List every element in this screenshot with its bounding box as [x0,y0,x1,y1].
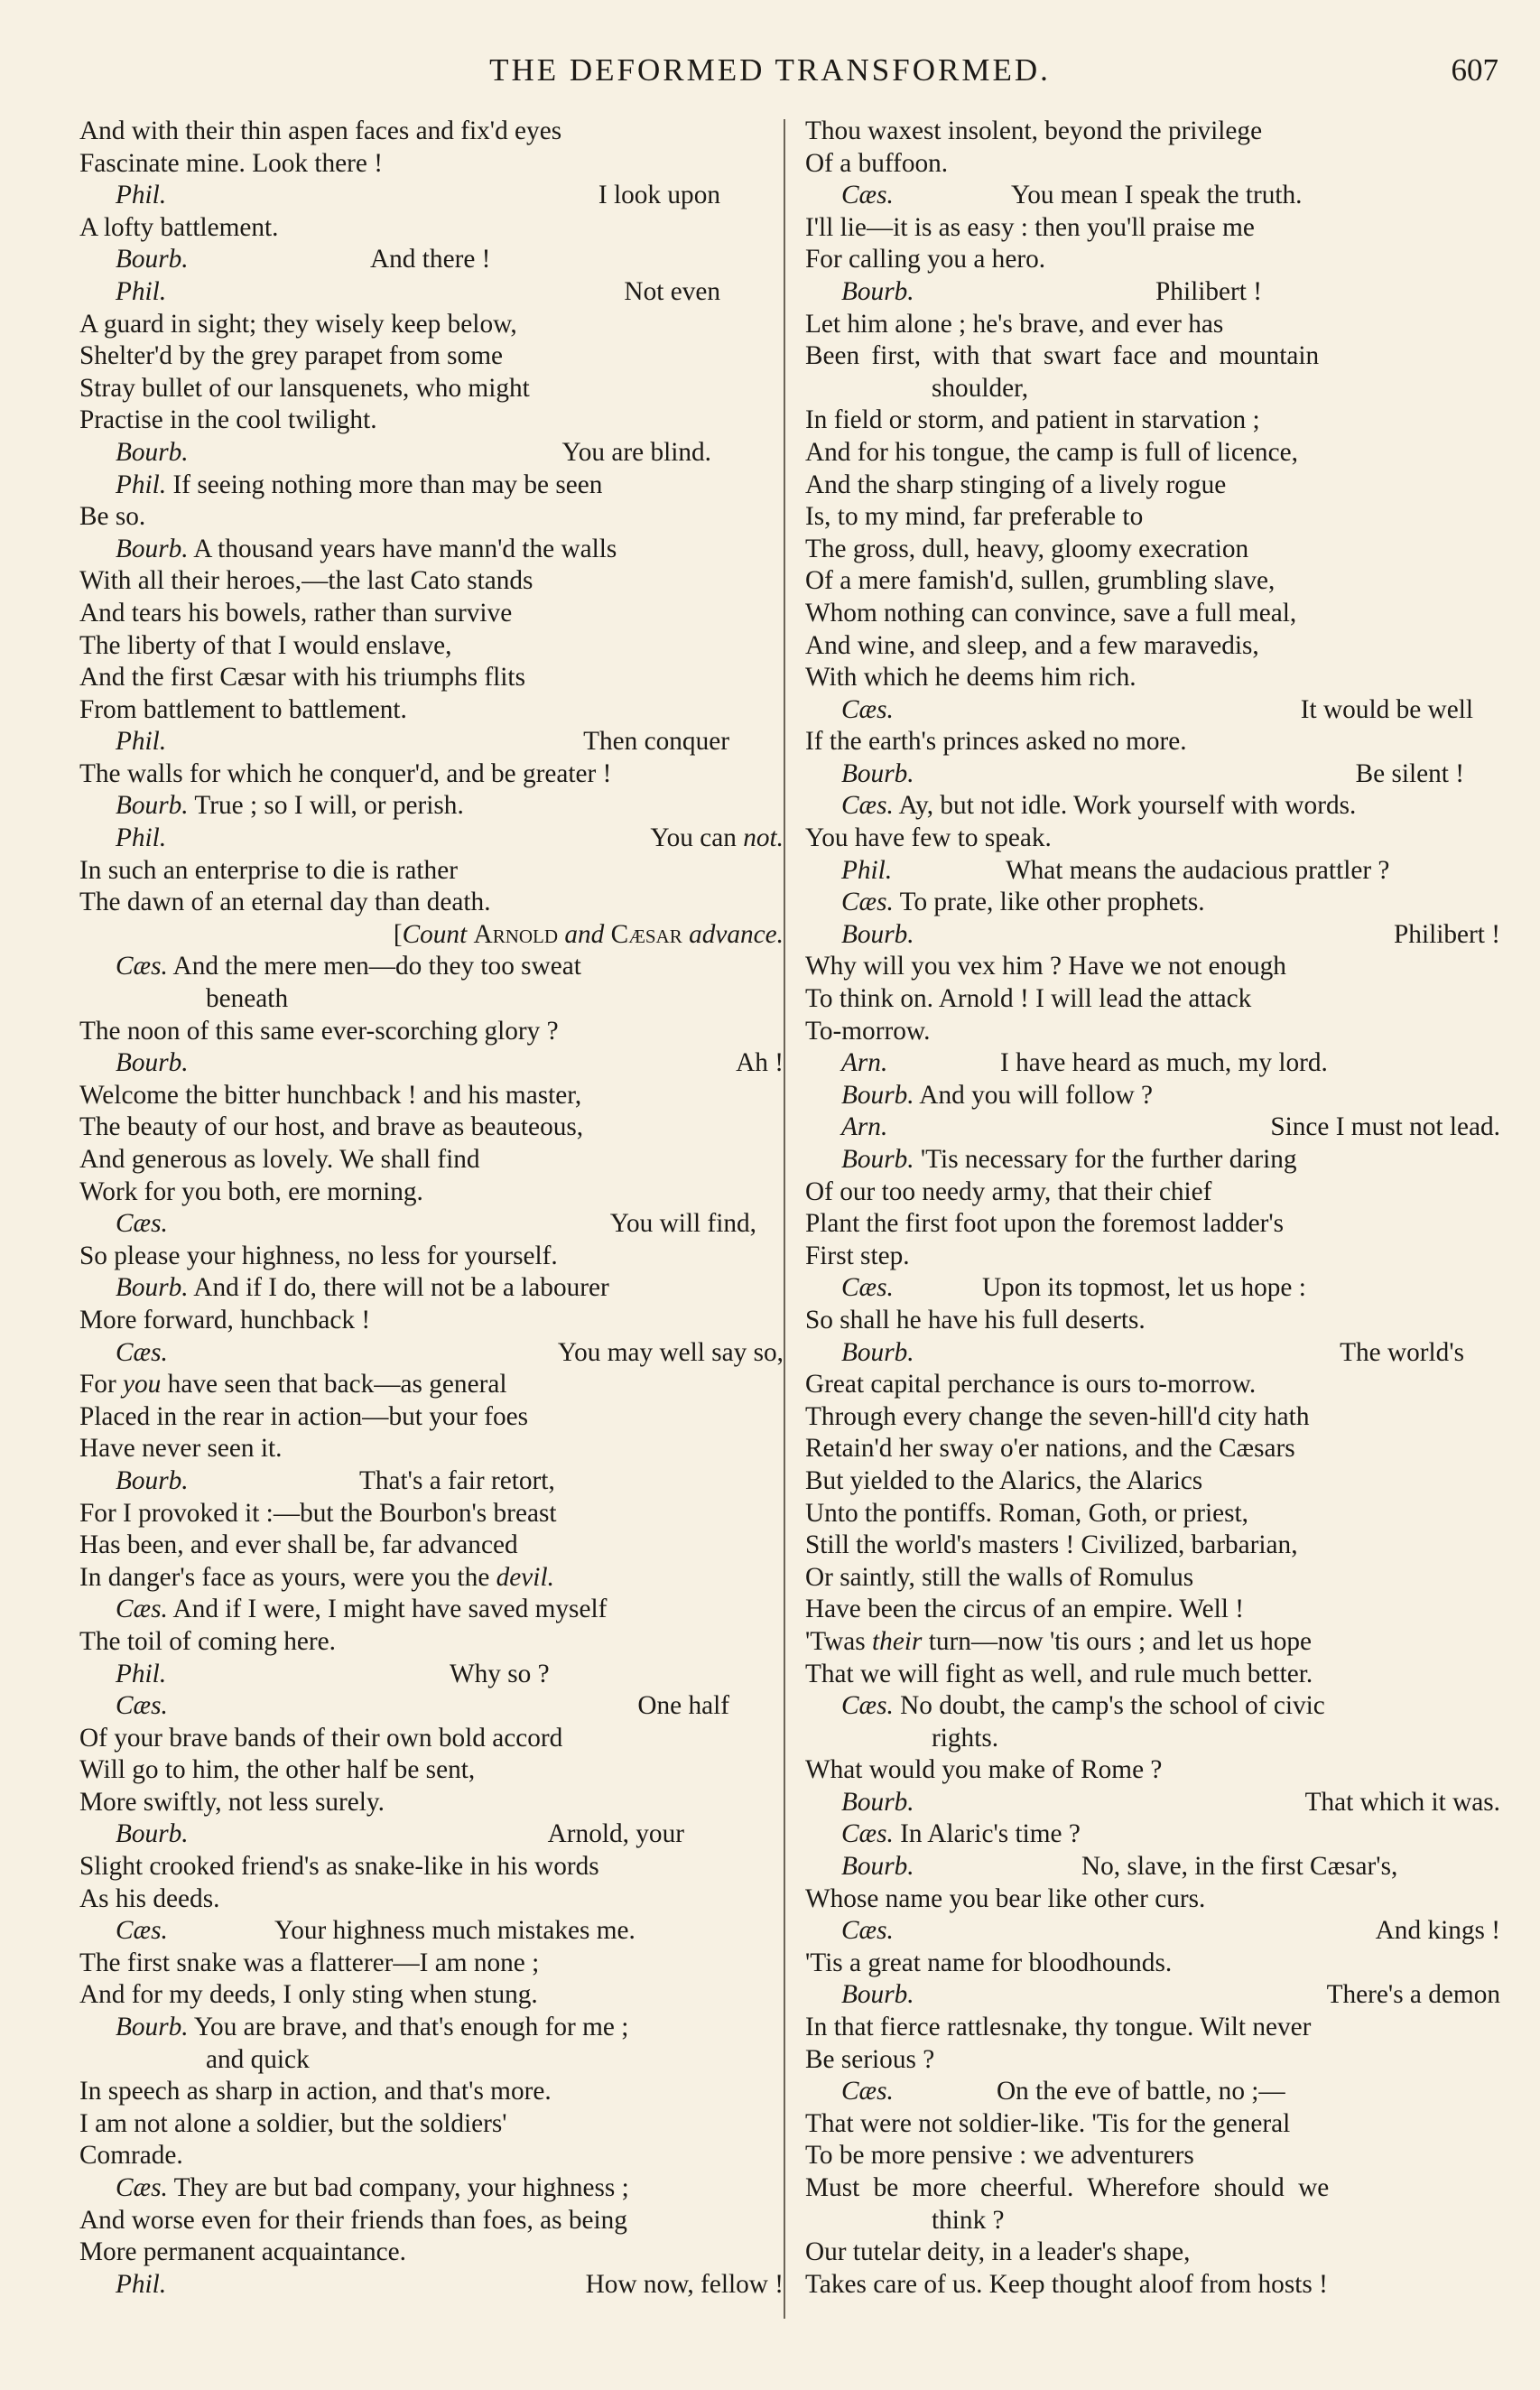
speaker-name: Cæs. [116,1209,168,1239]
verse-text: Ah ! [736,1048,784,1078]
verse-line: If the earth's princes asked no more. [805,727,1187,757]
verse-line: To be more pensive : we adventurers [805,2141,1194,2171]
verse-line [805,1626,1500,1659]
verse-line: Be serious ? [805,2044,935,2074]
verse-line: More forward, hunchback ! [79,1305,371,1334]
speech-line [79,790,784,823]
verse-text-part: For [79,1370,116,1400]
speaker-name: Bourb. [116,437,189,467]
verse-text: No, slave, in the first Cæsar's, [1081,1852,1398,1882]
verse-line: Have been the circus of an empire. Well ! [805,1595,1244,1624]
speaker-name: Bourb. [116,245,189,274]
speaker-name: Cæs. [841,791,894,821]
speaker-name: Bourb. [841,919,914,949]
verse-line: Whose name you bear like other curs. [805,1883,1206,1913]
verse-line: But yielded to the Alarics, the Alarics [805,1465,1203,1495]
verse-line: Has been, and ever shall be, far advanced [79,1530,518,1560]
stage-direction-text: Count [402,919,468,949]
speech-line [79,276,784,309]
running-title: THE DEFORMED TRANSFORMED. [489,52,1051,88]
speech-line [805,1337,1500,1370]
verse-line: And the first Cæsar with his triumphs flits [79,663,525,693]
verse-line: More swiftly, not less surely. [79,1787,385,1817]
verse-line: I am not alone a soldier, but the soldiers' [79,2108,507,2138]
verse-line: More permanent acquaintance. [79,2237,406,2267]
verse-text: That which it was. [1304,1787,1500,1817]
verse-line: The toil of coming here. [79,1626,336,1656]
stage-direction-bracket: [ [393,919,403,949]
speaker-name: Bourb. [116,1048,189,1078]
verse-text: True ; so I will, or perish. [194,791,464,821]
verse-text: And you will follow ? [919,1080,1154,1110]
speech-line [805,1690,1500,1723]
verse-line: Welcome the bitter hunchback ! and his master, [79,1080,582,1110]
speech-line [79,1594,784,1626]
verse-text: Not even [624,276,720,306]
speaker-name: Bourb. [841,276,914,306]
speaker-name: Cæs. [116,952,168,981]
speech-line [805,2076,1500,2108]
speaker-name: Bourb. [841,1337,914,1367]
speech-line [79,1465,784,1498]
speech-line [805,1979,1500,2012]
verse-line: And generous as lovely. We shall find [79,1145,480,1174]
stage-direction-text: advance. [689,919,784,949]
verse-line: Or saintly, still the walls of Romulus [805,1562,1194,1592]
speaker-name: Phil. [116,276,167,306]
verse-line: And worse even for their friends than foes, as being [79,2205,627,2235]
speech-line [805,758,1500,791]
speech-line [79,437,784,470]
speech-line [805,1047,1500,1080]
verse-line: Of your brave bands of their own bold accord [79,1723,563,1753]
character-name: Cæsar [610,919,682,949]
verse-text: Arnold, your [547,1819,684,1849]
speech-line [805,1915,1500,1948]
verse-line: Unto the pontiffs. Roman, Goth, or priest, [805,1498,1248,1528]
verse-text: What means the audacious prattler ? [1006,855,1390,885]
verse-line: In such an enterprise to die is rather [79,855,458,885]
speech-line [79,470,784,502]
verse-text: I have heard as much, my lord. [1000,1048,1328,1078]
verse-line: rights. [932,1723,999,1753]
verse-line: And wine, and sleep, and a few maravedis, [805,630,1259,660]
verse-text-part: In danger's face as yours, were you the [79,1562,490,1592]
verse-text: And there ! [370,245,491,274]
verse-line: The gross, dull, heavy, gloomy execration [805,534,1249,563]
verse-text: Ay, but not idle. Work yourself with words. [898,791,1357,821]
speaker-name: Cæs. [116,2173,168,2202]
verse-line: Will go to him, the other half be sent, [79,1755,476,1785]
verse-text: A thousand years have mann'd the walls [193,534,617,563]
speaker-name: Bourb. [841,1852,914,1882]
speaker-name: Arn. [841,1048,888,1078]
speech-line [79,180,784,212]
speech-line [79,2172,784,2205]
verse-text: And if I do, there will not be a labourer [193,1273,609,1303]
verse-line: With all their heroes,—the last Cato stands [79,566,533,596]
verse-text: One half [637,1691,729,1721]
column-divider [784,119,785,2319]
speaker-name: Phil. [116,181,167,210]
verse-line: 'Tis a great name for bloodhounds. [805,1948,1173,1977]
speaker-name: Bourb. [841,1145,914,1174]
speech-line [79,1272,784,1305]
verse-text: Then conquer [583,727,729,757]
speech-line [805,276,1500,309]
verse-line: The liberty of that I would enslave, [79,630,452,660]
speaker-name: Cæs. [116,1916,168,1946]
verse-text: That's a fair retort, [359,1465,555,1495]
verse-line: That were not soldier-like. 'Tis for the general [805,2108,1291,2138]
left-column [79,116,784,2301]
verse-line: And for my deeds, I only sting when stung. [79,1980,538,2010]
verse-line: Practise in the cool twilight. [79,405,377,435]
speech-line [79,244,784,276]
verse-line [79,1562,784,1595]
verse-line: Why will you vex him ? Have we not enough [805,952,1286,981]
speaker-name: Bourb. [841,1080,914,1110]
verse-text: If seeing nothing more than may be seen [172,470,603,499]
verse-text: Philibert ! [1155,276,1262,306]
verse-line: Whom nothing can convince, save a full meal, [805,598,1297,628]
verse-text: You will find, [609,1209,756,1239]
verse-line: Placed in the rear in action—but your foes [79,1401,529,1431]
verse-line: Work for you both, ere morning. [79,1176,423,1206]
stage-direction-text: and [564,919,605,949]
speech-line [805,1787,1500,1819]
speech-line [805,790,1500,823]
speech-line [79,1915,784,1948]
verse-text: You are blind. [561,437,711,467]
verse-line: Retain'd her sway o'er nations, and the Cæsars [805,1434,1295,1464]
speech-line [805,1144,1500,1176]
verse-line: Thou waxest insolent, beyond the privilege [805,116,1263,145]
verse-line: You have few to speak. [805,823,1052,853]
verse-text: Upon its topmost, let us hope : [982,1273,1306,1303]
page-number: 607 [1451,52,1498,88]
speech-line [79,534,784,566]
verse-line: Of our too needy army, that their chief [805,1176,1212,1206]
verse-line: For I provoked it :—but the Bourbon's breast [79,1498,557,1528]
verse-line: Stray bullet of our lansquenets, who might [79,373,530,403]
verse-line: A guard in sight; they wisely keep below, [79,309,517,339]
verse-line: And with their thin aspen faces and fix'd eyes [79,116,562,145]
verse-line: Takes care of us. Keep thought aloof from hosts ! [805,2269,1328,2299]
verse-text: Why so ? [450,1659,550,1688]
speaker-name: Cæs. [116,1337,168,1367]
verse-text-part: have seen that back—as general [167,1370,507,1400]
speaker-name: Arn. [841,1112,888,1142]
verse-text-part: 'Twas [805,1626,866,1656]
speaker-name: Phil. [116,470,167,499]
verse-line: So please your highness, no less for yourself. [79,1241,558,1270]
speaker-name: Cæs. [841,1916,894,1946]
verse-text-emphasis: their [872,1626,923,1656]
speech-line [79,1690,784,1723]
verse-line: Fascinate mine. Look there ! [79,148,383,178]
verse-line: I'll lie—it is as easy : then you'll praise me [805,212,1255,242]
verse-text: Be silent ! [1355,758,1464,788]
speaker-name: Bourb. [116,1819,189,1849]
verse-line: Still the world's masters ! Civilized, barbarian, [805,1530,1298,1560]
verse-line: Comrade. [79,2141,183,2171]
verse-line: Great capital perchance is ours to-morrow. [805,1370,1257,1400]
verse-line: To-morrow. [805,1016,931,1046]
verse-text-part: You can [650,823,737,853]
speaker-name: Cæs. [116,1691,168,1721]
right-column [805,116,1500,2301]
verse-text: And kings ! [1375,1916,1500,1946]
speaker-name: Phil. [116,1659,167,1688]
verse-text-part: turn—now 'tis ours ; and let us hope [928,1626,1313,1656]
speech-line [805,855,1500,888]
verse-line: Must be more cheerful. Wherefore should we [805,2173,1330,2202]
verse-line: Through every change the seven-hill'd city hath [805,1401,1310,1431]
verse-line: think ? [932,2205,1005,2235]
verse-line: shoulder, [932,373,1029,403]
verse-text: To prate, like other prophets. [899,888,1205,917]
verse-line: What would you make of Rome ? [805,1755,1163,1785]
verse-line: Be so. [79,502,146,532]
verse-line: The walls for which he conquer'd, and be greater ! [79,758,612,788]
speech-line [79,1208,784,1241]
speech-line [805,1851,1500,1883]
verse-line: Of a mere famish'd, sullen, grumbling slave, [805,566,1276,596]
verse-line: A lofty battlement. [79,212,279,242]
verse-line: and quick [206,2044,310,2074]
speaker-name: Cæs. [841,1819,894,1849]
verse-text: 'Tis necessary for the further daring [920,1145,1297,1174]
verse-line: As his deeds. [79,1883,220,1913]
verse-line: Shelter'd by the grey parapet from some [79,341,503,371]
verse-line: Slight crooked friend's as snake-like in his words [79,1852,599,1882]
verse-line: The beauty of our host, and brave as beauteous, [79,1112,584,1142]
verse-line: The dawn of an eternal day than death. [79,888,491,917]
verse-text: There's a demon [1326,1980,1500,2010]
verse-line: And tears his bowels, rather than survive [79,598,513,628]
verse-text: You mean I speak the truth. [1011,181,1303,210]
page-header [0,52,1540,98]
speech-line [79,823,784,855]
speaker-name: Cæs. [116,1595,168,1624]
character-name: Arnold [473,919,559,949]
speaker-name: Cæs. [841,694,894,724]
verse-text: On the eve of battle, no ;— [997,2077,1285,2106]
speech-line [805,1080,1500,1112]
speaker-name: Cæs. [841,1691,894,1721]
verse-text: Since I must not lead. [1270,1112,1500,1142]
stage-direction [79,919,784,952]
verse-text: Your highness much mistakes me. [274,1916,635,1946]
speech-line [79,951,784,983]
verse-line: In field or storm, and patient in starvation ; [805,405,1260,435]
verse-text: No doubt, the camp's the school of civic [900,1691,1325,1721]
speaker-name: Cæs. [841,2077,894,2106]
verse-line: And for his tongue, the camp is full of licence, [805,437,1298,467]
verse-text: You may well say so, [557,1337,784,1367]
speech-line [805,919,1500,952]
verse-text: You are brave, and that's enough for me ; [193,2013,629,2042]
verse-line: To think on. Arnold ! I will lead the attack [805,984,1252,1014]
verse-line: That we will fight as well, and rule much better. [805,1659,1313,1688]
speech-line [805,1272,1500,1305]
verse-line: For calling you a hero. [805,245,1046,274]
speaker-name: Cæs. [841,1273,894,1303]
speech-line [79,726,784,758]
speaker-name: Phil. [116,727,167,757]
verse-line: Is, to my mind, far preferable to [805,502,1144,532]
speech-line [805,180,1500,212]
verse-text: The world's [1340,1337,1464,1367]
verse-text: They are but bad company, your highness ; [173,2173,629,2202]
verse-line: Of a buffoon. [805,148,949,178]
verse-line: So shall he have his full deserts. [805,1305,1146,1334]
speaker-name: Bourb. [841,1787,914,1817]
verse-text: Philibert ! [1394,919,1500,949]
verse-text: How now, fellow ! [585,2269,784,2299]
verse-text-emphasis: you [123,1370,162,1400]
verse-line: And the sharp stinging of a lively rogue [805,470,1227,499]
speaker-name: Bourb. [841,758,914,788]
verse-line: Plant the first foot upon the foremost ladder's [805,1209,1285,1239]
speech-line [79,1337,784,1370]
verse-line: Have never seen it. [79,1434,283,1464]
verse-text: And the mere men—do they too sweat [172,952,581,981]
verse-line: Been first, with that swart face and mountain [805,341,1320,371]
verse-text [650,823,784,855]
verse-line: From battlement to battlement. [79,694,407,724]
speaker-name: Bourb. [116,1273,189,1303]
speaker-name: Bourb. [116,534,189,563]
speech-line [79,1818,784,1851]
verse-line: beneath [206,984,289,1014]
verse-line [79,1369,784,1401]
speaker-name: Cæs. [841,888,894,917]
verse-line: First step. [805,1241,910,1270]
speaker-name: Phil. [116,2269,167,2299]
verse-line: Our tutelar deity, in a leader's shape, [805,2237,1191,2267]
speech-line [79,1047,784,1080]
speech-line [805,1111,1500,1144]
speech-line [79,2269,784,2302]
verse-text: And if I were, I might have saved myself [172,1595,608,1624]
speaker-name: Bourb. [116,1465,189,1495]
speech-line [805,694,1500,727]
speech-line [79,2012,784,2044]
speech-line [79,1659,784,1691]
verse-line: With which he deems him rich. [805,663,1136,693]
verse-text: It would be well [1300,694,1473,724]
speaker-name: Bourb. [116,2013,189,2042]
verse-text-emphasis: not. [743,823,784,853]
verse-text: I look upon [598,181,720,210]
speech-line [805,1818,1500,1851]
speech-line [805,887,1500,919]
verse-text-emphasis: devil. [496,1562,554,1592]
speaker-name: Bourb. [841,1980,914,2010]
verse-text: In Alaric's time ? [900,1819,1081,1849]
verse-line: In that fierce rattlesnake, thy tongue. Wilt never [805,2013,1312,2042]
verse-line: In speech as sharp in action, and that's more. [79,2077,552,2106]
verse-line: Let him alone ; he's brave, and ever has [805,309,1224,339]
speaker-name: Phil. [116,823,167,853]
verse-line: The noon of this same ever-scorching glory ? [79,1016,559,1046]
speaker-name: Bourb. [116,791,189,821]
speaker-name: Cæs. [841,181,894,210]
verse-line: The first snake was a flatterer—I am none ; [79,1948,540,1977]
speaker-name: Phil. [841,855,893,885]
